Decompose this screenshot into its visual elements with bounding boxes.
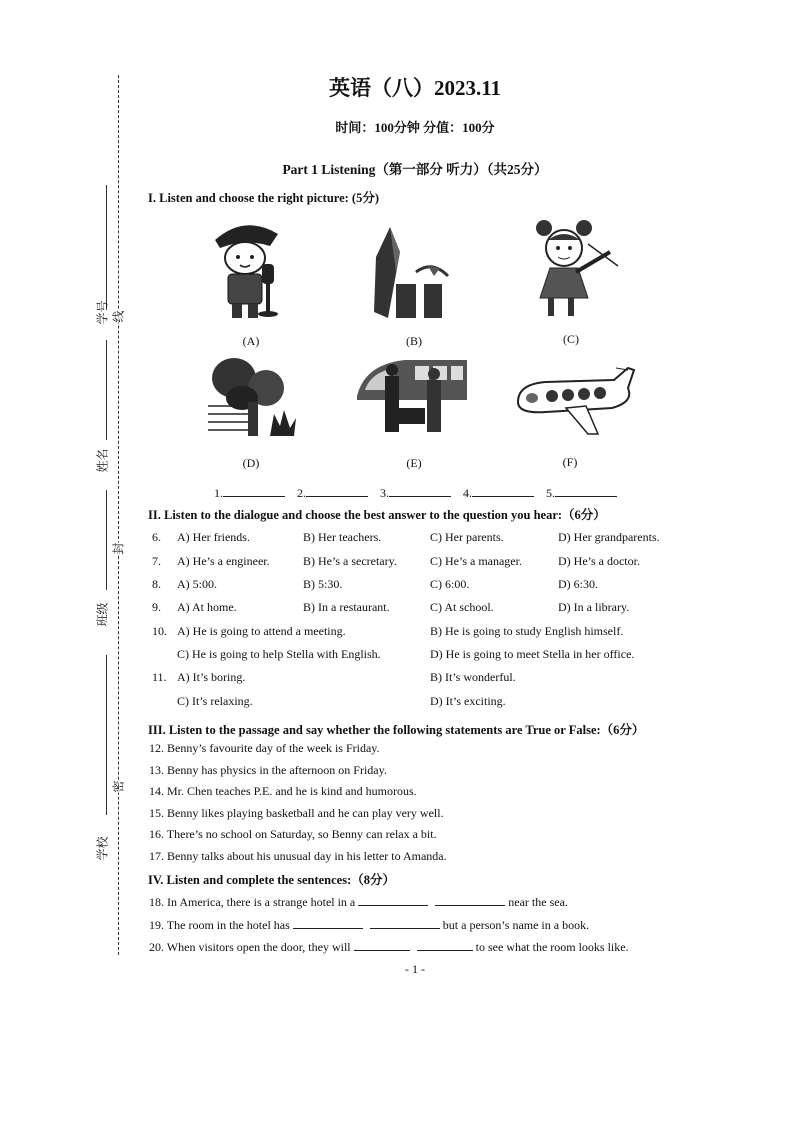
field-line-name xyxy=(106,340,107,440)
question-number: 8. xyxy=(152,577,161,591)
sentence-18 xyxy=(149,893,568,910)
section-1-heading: I. Listen and choose the right picture: (5分) xyxy=(148,191,380,205)
question-number: 11. xyxy=(152,670,167,684)
seal-char-line: 线 xyxy=(111,310,126,323)
exam-title: 英语（八）2023.11 xyxy=(328,76,502,100)
picture-label-b: (B) xyxy=(406,334,422,348)
girl-violin-icon xyxy=(530,214,625,322)
fill-blank[interactable] xyxy=(358,893,428,906)
statement-12: 12. Benny’s favourite day of the week is Friday. xyxy=(149,741,380,755)
question-number: 7. xyxy=(152,554,161,568)
statement-15: 15. Benny likes playing basketball and he can play very well. xyxy=(149,806,444,820)
option-d[interactable]: D) He is going to meet Stella in her office. xyxy=(430,647,635,661)
field-line-class xyxy=(106,490,107,590)
option-b[interactable]: B) It’s wonderful. xyxy=(430,670,516,684)
section-1-answer-row xyxy=(214,484,617,501)
airplane-icon xyxy=(512,362,638,440)
answer-blank-2[interactable] xyxy=(297,486,368,500)
fill-blank[interactable] xyxy=(354,938,410,951)
building-icon xyxy=(366,222,458,320)
field-line-student-id xyxy=(106,185,107,310)
question-number: 6. xyxy=(152,530,161,544)
sentence-suffix: to see what the room looks like. xyxy=(475,940,629,954)
statement-13: 13. Benny has physics in the afternoon on Friday. xyxy=(149,763,387,777)
picture-label-f: (F) xyxy=(562,455,578,469)
option-c[interactable]: C) 6:00. xyxy=(430,577,470,591)
seal-char-seal: 封 xyxy=(111,542,126,555)
fill-blank[interactable] xyxy=(370,916,440,929)
sentence-prefix: When visitors open the door, they will xyxy=(166,940,351,954)
option-a[interactable]: A) It’s boring. xyxy=(177,670,246,684)
answer-num-5: 5. xyxy=(546,486,555,500)
answer-blank-4[interactable] xyxy=(463,486,534,500)
fill-blank[interactable] xyxy=(417,938,473,951)
statement-14: 14. Mr. Chen teaches P.E. and he is kind and humorous. xyxy=(149,784,417,798)
section-3-heading: III. Listen to the passage and say whether the following statements are True or False:（6分） xyxy=(148,723,645,737)
fire-icon xyxy=(204,352,302,448)
option-d[interactable]: D) Her grandparents. xyxy=(558,530,660,544)
sentence-prefix: In America, there is a strange hotel in a xyxy=(167,895,356,909)
answer-blank-1[interactable] xyxy=(214,486,285,500)
picture-label-d: (D) xyxy=(242,456,260,470)
field-label-class: 班级 xyxy=(95,602,110,627)
option-b[interactable]: B) He is going to study English himself. xyxy=(430,624,624,638)
field-line-school xyxy=(106,655,107,815)
option-a[interactable]: A) At home. xyxy=(177,600,237,614)
statement-17: 17. Benny talks about his unusual day in his letter to Amanda. xyxy=(149,849,447,863)
answer-blank-5[interactable] xyxy=(546,486,617,500)
field-label-school: 学校 xyxy=(95,836,110,861)
option-d[interactable]: D) In a library. xyxy=(558,600,630,614)
option-c[interactable]: C) At school. xyxy=(430,600,494,614)
answer-num-2: 2. xyxy=(297,486,306,500)
question-number: 9. xyxy=(152,600,161,614)
option-b[interactable]: B) In a restaurant. xyxy=(303,600,390,614)
part-heading: Part 1 Listening（第一部分 听力）（共25分） xyxy=(282,162,548,177)
police-officer-icon xyxy=(200,212,290,322)
option-c[interactable]: C) He’s a manager. xyxy=(430,554,522,568)
sentence-suffix: but a person’s name in a book. xyxy=(442,918,590,932)
sentence-number: 20. xyxy=(149,940,164,954)
sentence-suffix: near the sea. xyxy=(508,895,568,909)
answer-blank-3[interactable] xyxy=(380,486,451,500)
option-c[interactable]: C) It’s relaxing. xyxy=(177,694,253,708)
exam-subtitle: 时间：100分钟 分值：100分 xyxy=(335,120,495,135)
option-a[interactable]: A) 5:00. xyxy=(177,577,217,591)
sentence-19 xyxy=(149,916,589,933)
train-station-icon xyxy=(355,356,470,438)
option-b[interactable]: B) He’s a secretary. xyxy=(303,554,397,568)
sentence-number: 19. xyxy=(149,918,164,932)
field-label-student-id: 学号 xyxy=(95,300,110,325)
seal-char-secret: 密 xyxy=(111,780,126,793)
sentence-prefix: The room in the hotel has xyxy=(166,918,290,932)
option-b[interactable]: B) Her teachers. xyxy=(303,530,382,544)
option-a[interactable]: A) He’s a engineer. xyxy=(177,554,270,568)
field-label-name: 姓名 xyxy=(95,448,110,473)
option-b[interactable]: B) 5:30. xyxy=(303,577,343,591)
option-d[interactable]: D) It’s exciting. xyxy=(430,694,506,708)
picture-label-c: (C) xyxy=(563,332,579,346)
answer-num-3: 3. xyxy=(380,486,389,500)
fill-blank[interactable] xyxy=(293,916,363,929)
statement-16: 16. There’s no school on Saturday, so Benny can relax a bit. xyxy=(149,827,437,841)
option-d[interactable]: D) He’s a doctor. xyxy=(558,554,640,568)
option-a[interactable]: A) He is going to attend a meeting. xyxy=(177,624,346,638)
answer-num-4: 4. xyxy=(463,486,472,500)
option-d[interactable]: D) 6:30. xyxy=(558,577,598,591)
option-c[interactable]: C) Her parents. xyxy=(430,530,504,544)
sentence-number: 18. xyxy=(149,895,164,909)
fill-blank[interactable] xyxy=(435,893,505,906)
section-2-heading: II. Listen to the dialogue and choose the best answer to the question you hear:（6分） xyxy=(148,508,606,522)
question-number: 10. xyxy=(152,624,167,638)
picture-label-e: (E) xyxy=(406,456,422,470)
answer-num-1: 1. xyxy=(214,486,223,500)
page-number: - 1 - xyxy=(405,962,425,976)
binding-dashed-line xyxy=(118,75,119,955)
sentence-20 xyxy=(149,938,629,955)
option-a[interactable]: A) Her friends. xyxy=(177,530,250,544)
option-c[interactable]: C) He is going to help Stella with English. xyxy=(177,647,381,661)
section-4-heading: IV. Listen and complete the sentences:（8分） xyxy=(148,873,395,887)
picture-label-a: (A) xyxy=(242,334,260,348)
